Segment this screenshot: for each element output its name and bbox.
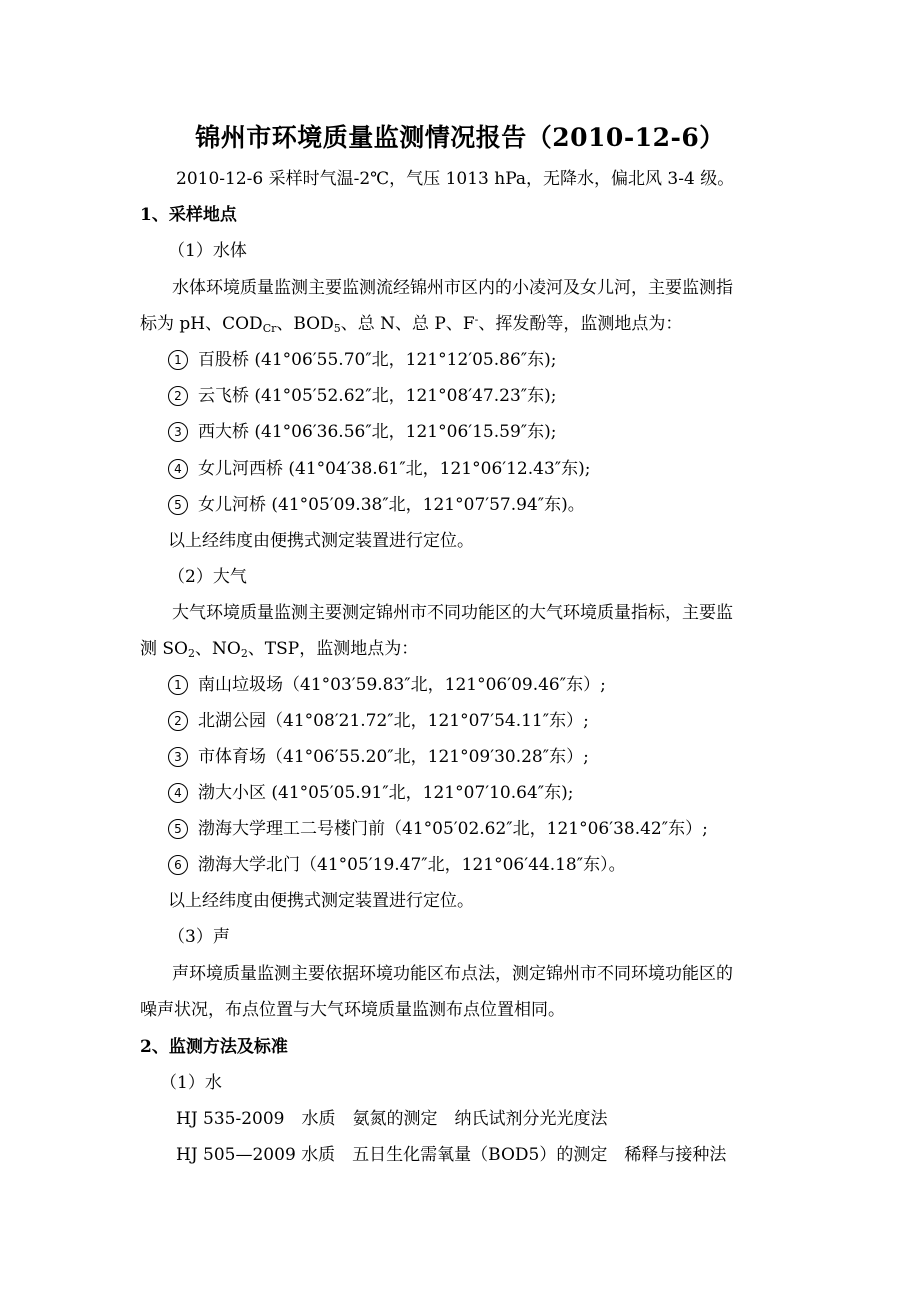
water-site-text: 西大桥 (41°06′36.56″北，121°06′15.59″东); — [198, 422, 557, 442]
air-site-text: 渤海大学北门（41°05′19.47″北，121°06′44.18″东）。 — [198, 855, 626, 875]
circled-number: 4 — [168, 783, 188, 803]
water-intro-line2 — [140, 313, 682, 335]
circled-number: 2 — [168, 386, 188, 406]
air-site — [168, 854, 626, 876]
circled-number: 4 — [168, 459, 188, 479]
air-intro-line2 — [140, 638, 418, 660]
air-site-text: 市体育场（41°06′55.20″北，121°09′30.28″东）; — [198, 747, 589, 767]
no2-subscript: 2 — [240, 647, 248, 660]
section2-heading: 2、监测方法及标准 — [140, 1037, 288, 1057]
air-site — [168, 674, 606, 696]
section1-heading: 1、采样地点 — [140, 205, 237, 225]
air-heading: （2）大气 — [168, 567, 247, 587]
cod-subscript: Cr — [262, 322, 277, 335]
air-site-text: 渤大小区 (41°05′05.91″北，121°07′10.64″东); — [198, 783, 574, 803]
water-site-text: 女儿河桥 (41°05′09.38″北，121°07′57.94″东)。 — [198, 495, 585, 515]
air-intro-line1: 大气环境质量监测主要测定锦州市不同功能区的大气环境质量指标，主要监 — [172, 603, 733, 623]
water-method-heading: （1）水 — [160, 1073, 222, 1093]
water-site-text: 百股桥 (41°06′55.70″北，121°12′05.86″东); — [198, 350, 557, 370]
circled-number: 5 — [168, 495, 188, 515]
water-site-text: 云飞桥 (41°05′52.62″北，121°08′47.23″东); — [198, 386, 557, 406]
water-intro-b: 、BOD — [276, 314, 334, 334]
water-site — [168, 421, 557, 443]
standard-item: HJ 535-2009 水质 氨氮的测定 纳氏试剂分光光度法 — [176, 1109, 608, 1129]
water-note: 以上经纬度由便携式测定装置进行定位。 — [168, 531, 474, 551]
circled-number: 3 — [168, 422, 188, 442]
air-site — [168, 710, 589, 732]
air-site-text: 渤海大学理工二号楼门前（41°05′02.62″北，121°06′38.42″东）; — [198, 819, 708, 839]
so2-subscript: 2 — [188, 647, 195, 660]
water-site — [168, 494, 585, 516]
fluoride-superscript: - — [474, 313, 479, 326]
air-site — [168, 818, 708, 840]
circled-number: 3 — [168, 747, 188, 767]
water-site-text: 女儿河西桥 (41°04′38.61″北，121°06′12.43″东); — [198, 459, 591, 479]
circled-number: 2 — [168, 711, 188, 731]
water-heading: （1）水体 — [168, 241, 247, 261]
circled-number: 1 — [168, 350, 188, 370]
weather-line: 2010-12-6 采样时气温-2℃，气压 1013 hPa，无降水，偏北风 3-4 级。 — [176, 169, 735, 189]
sound-line2: 噪声状况，布点位置与大气环境质量监测布点位置相同。 — [140, 1000, 565, 1020]
circled-number: 1 — [168, 675, 188, 695]
air-site-text: 北湖公园（41°08′21.72″北，121°07′54.11″东）; — [198, 711, 589, 731]
water-intro-c: 、总 N、总 P、F — [340, 314, 475, 334]
water-intro-d: 、挥发酚等，监测地点为： — [478, 314, 683, 334]
sound-line1: 声环境质量监测主要依据环境功能区布点法，测定锦州市不同环境功能区的 — [172, 964, 733, 984]
sound-heading: （3）声 — [168, 927, 230, 947]
standard-item: HJ 505—2009 水质 五日生化需氧量（BOD5）的测定 稀释与接种法 — [176, 1145, 727, 1165]
air-intro-a: 测 SO — [140, 639, 188, 659]
air-site-text: 南山垃圾场（41°03′59.83″北，121°06′09.46″东）; — [198, 675, 606, 695]
air-site — [168, 782, 574, 804]
air-intro-c: 、TSP，监测地点为： — [247, 639, 419, 659]
circled-number: 6 — [168, 855, 188, 875]
air-site — [168, 746, 589, 768]
water-site — [168, 385, 557, 407]
water-site — [168, 458, 591, 480]
water-intro-a: 标为 pH、COD — [140, 314, 263, 334]
air-note: 以上经纬度由便携式测定装置进行定位。 — [168, 891, 474, 911]
air-intro-b: 、NO — [195, 639, 241, 659]
bod-subscript: 5 — [333, 322, 341, 335]
water-site — [168, 349, 557, 371]
report-title: 锦州市环境质量监测情况报告（2010-12-6） — [195, 123, 725, 152]
water-intro-line1: 水体环境质量监测主要监测流经锦州市区内的小凌河及女儿河，主要监测指 — [172, 278, 733, 298]
circled-number: 5 — [168, 819, 188, 839]
